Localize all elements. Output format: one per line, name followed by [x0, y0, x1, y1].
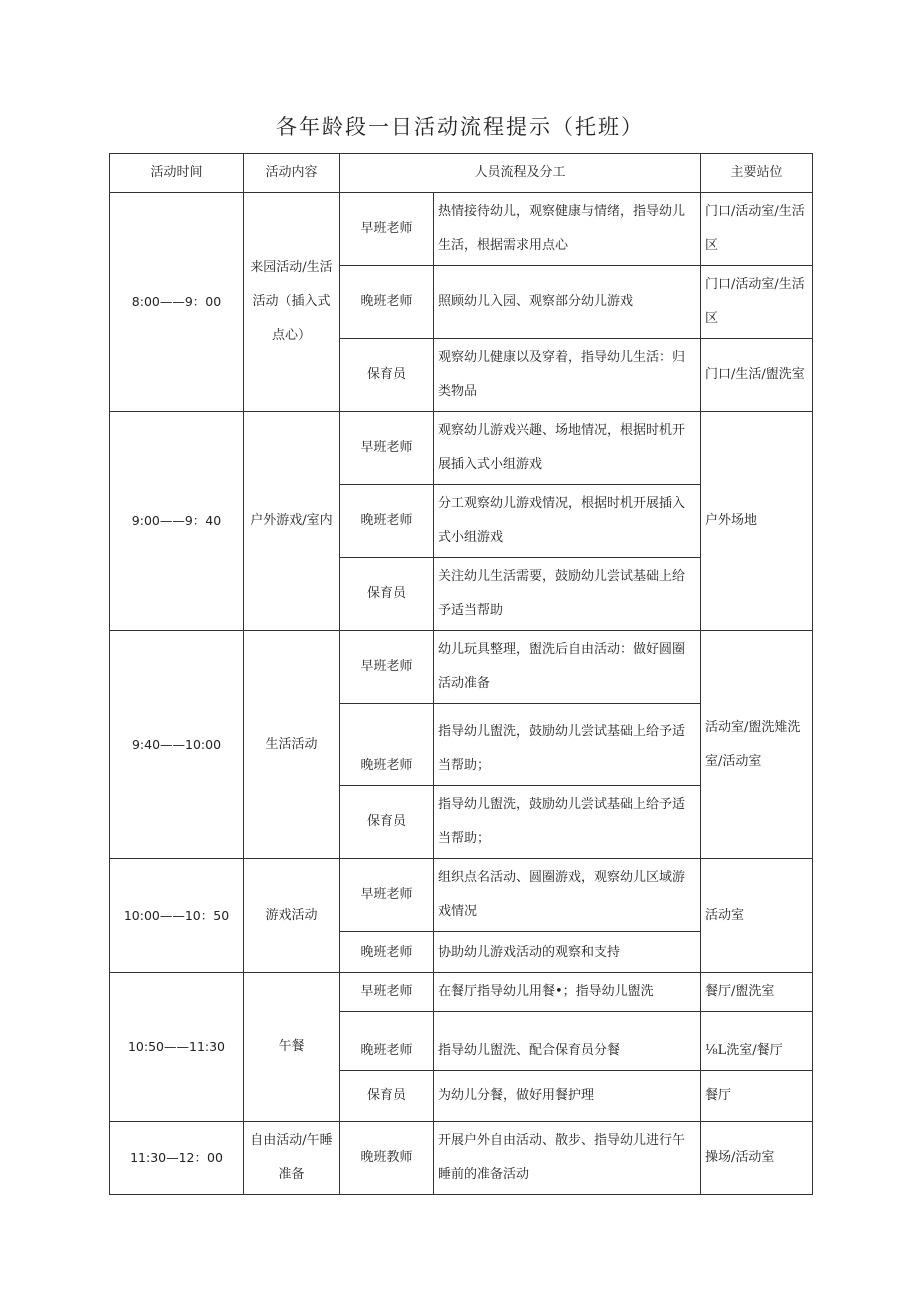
role-cell: 早班老师: [340, 631, 434, 704]
location-cell: 户外场地: [701, 412, 813, 631]
header-duties: 人员流程及分工: [340, 154, 701, 193]
table-header-row: [110, 154, 813, 193]
table-row: [110, 973, 813, 1012]
header-location: 主要站位: [701, 154, 813, 193]
location-cell: 门口/活动室/生活区: [701, 193, 813, 266]
location-cell: 活动室: [701, 859, 813, 973]
time-cell: 11:30—12：00: [110, 1122, 244, 1195]
table-row: [110, 193, 813, 266]
activity-cell: 生活活动: [244, 631, 340, 859]
activity-cell: 午餐: [244, 973, 340, 1122]
duty-cell: 指导幼儿盥洗，鼓励幼儿尝试基础上给予适当帮助；: [434, 786, 701, 859]
duty-cell: 指导幼儿盥洗、配合保育员分餐: [434, 1012, 701, 1071]
header-content: 活动内容: [244, 154, 340, 193]
duty-cell: 协助幼儿游戏活动的观察和支持: [434, 932, 701, 973]
table-row: [110, 412, 813, 485]
duty-cell: 关注幼儿生活需要，鼓励幼儿尝试基础上给予适当帮助: [434, 558, 701, 631]
page-title: 各年龄段一日活动流程提示（托班）: [276, 115, 644, 139]
location-cell: 餐厅: [701, 1071, 813, 1122]
activity-cell: 自由活动/午睡准备: [244, 1122, 340, 1195]
location-cell: 操场/活动室: [701, 1122, 813, 1195]
time-cell: 10:50——11:30: [110, 973, 244, 1122]
duty-cell: 在餐厅指导幼儿用餐•；指导幼儿盥洗: [434, 973, 701, 1012]
location-cell: ⅛L洗室/餐厅: [701, 1012, 813, 1071]
role-cell: 保育员: [340, 339, 434, 412]
role-cell: 晚班老师: [340, 932, 434, 973]
role-cell: 早班老师: [340, 193, 434, 266]
duty-cell: 为幼儿分餐，做好用餐护理: [434, 1071, 701, 1122]
role-cell: 晚班老师: [340, 1012, 434, 1071]
duty-cell: 照顾幼儿入园、观察部分幼儿游戏: [434, 266, 701, 339]
role-cell: 早班老师: [340, 412, 434, 485]
duty-cell: 热情接待幼儿，观察健康与情绪，指导幼儿生活，根据需求用点心: [434, 193, 701, 266]
role-cell: 晚班老师: [340, 485, 434, 558]
table-row: [110, 1122, 813, 1195]
role-cell: 晚班老师: [340, 266, 434, 339]
location-cell: 门口/活动室/生活区: [701, 266, 813, 339]
role-cell: 保育员: [340, 1071, 434, 1122]
duty-cell: 幼儿玩具整理，盥洗后自由活动：做好圆圈活动准备: [434, 631, 701, 704]
table-row: [110, 859, 813, 932]
location-cell: 活动室/盥洗雉洗室/活动室: [701, 631, 813, 859]
activity-cell: 来园活动/生活活动（插入式点心）: [244, 193, 340, 412]
duty-cell: 观察幼儿游戏兴趣、场地情况，根据时机开展插入式小组游戏: [434, 412, 701, 485]
duty-cell: 指导幼儿盥洗，鼓励幼儿尝试基础上给予适当帮助；: [434, 704, 701, 786]
activity-cell: 户外游戏/室内: [244, 412, 340, 631]
role-cell: 保育员: [340, 558, 434, 631]
duty-cell: 分工观察幼儿游戏情况，根据时机开展插入式小组游戏: [434, 485, 701, 558]
duty-cell: 观察幼儿健康以及穿着，指导幼儿生活：归类物品: [434, 339, 701, 412]
role-cell: 晚班教师: [340, 1122, 434, 1195]
header-time: 活动时间: [110, 154, 244, 193]
activity-cell: 游戏活动: [244, 859, 340, 973]
time-cell: 9:00——9：40: [110, 412, 244, 631]
schedule-table: [109, 153, 813, 1195]
role-cell: 晚班老师: [340, 704, 434, 786]
duty-cell: 组织点名活动、圆圈游戏，观察幼儿区域游戏情况: [434, 859, 701, 932]
role-cell: 早班老师: [340, 973, 434, 1012]
location-cell: 门口/生活/盥洗室: [701, 339, 813, 412]
time-cell: 8:00——9：00: [110, 193, 244, 412]
role-cell: 早班老师: [340, 859, 434, 932]
time-cell: 9:40——10:00: [110, 631, 244, 859]
table-row: [110, 631, 813, 704]
location-cell: 餐厅/盥洗室: [701, 973, 813, 1012]
duty-cell: 开展户外自由活动、散步、指导幼儿进行午睡前的准备活动: [434, 1122, 701, 1195]
role-cell: 保育员: [340, 786, 434, 859]
time-cell: 10:00——10：50: [110, 859, 244, 973]
